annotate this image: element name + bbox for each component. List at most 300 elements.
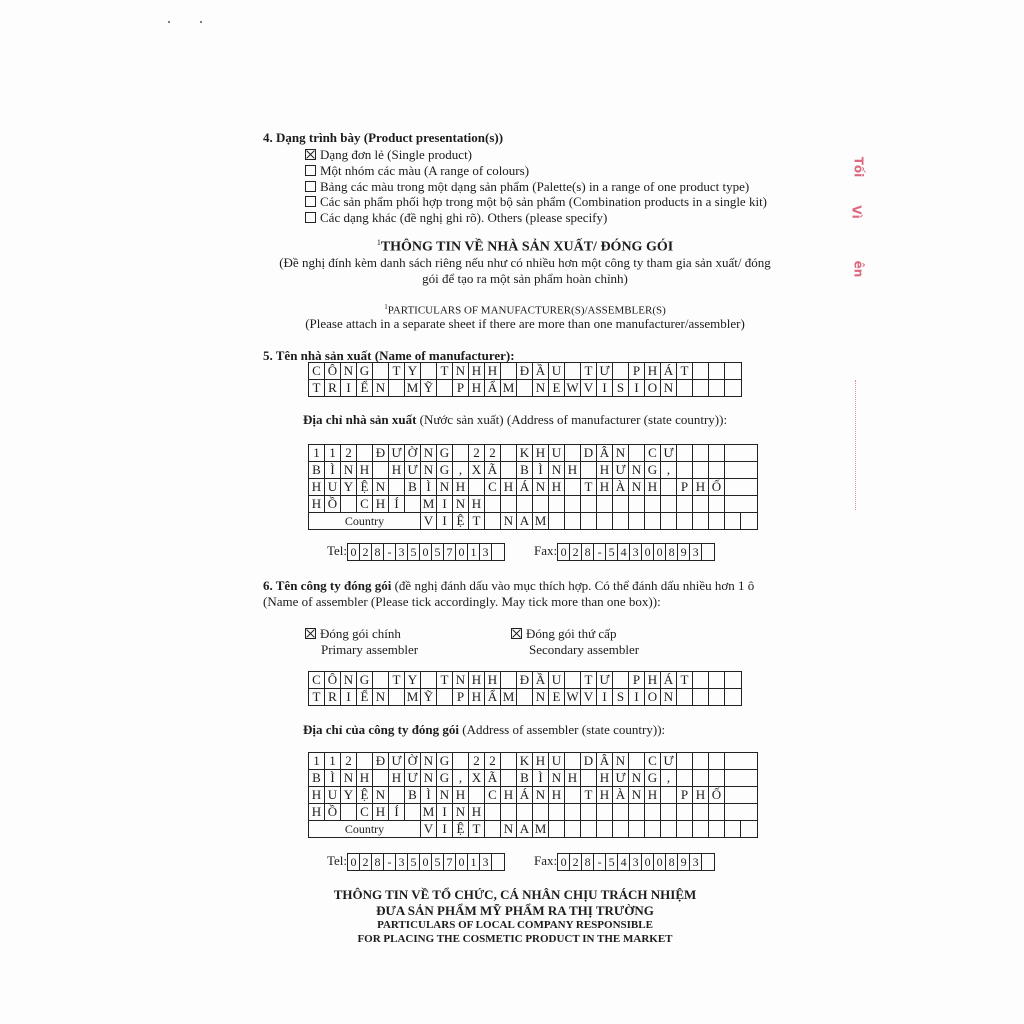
grid-cell: [389, 479, 405, 495]
grid-cell: À: [613, 787, 629, 803]
grid-cell: I: [341, 380, 357, 396]
presentation-option-label: Các sản phẩm phối hợp trong một bộ sản phẩm (Combination products in a single kit): [320, 194, 768, 210]
grid-cell: N: [629, 787, 645, 803]
grid-cell: [693, 363, 709, 379]
grid-cell: [565, 821, 581, 837]
grid-cell: [709, 753, 725, 769]
grid-cell: ,: [453, 770, 469, 786]
manufacturer-info-title-en: $^1$PARTICULARS OF MANUFACTURER(S)/ASSEMBLER(S): [384, 303, 666, 317]
grid-cell: [661, 496, 677, 512]
presentation-option[interactable]: [305, 179, 749, 195]
grid-cell: U: [549, 363, 565, 379]
grid-row: [309, 479, 757, 496]
digit-cell: 0: [654, 544, 666, 560]
digit-cell: -: [384, 544, 396, 560]
grid-cell: Ì: [325, 462, 341, 478]
grid-cell: [565, 363, 581, 379]
grid-cell: I: [437, 821, 453, 837]
grid-cell: 1: [325, 753, 341, 769]
grid-cell: N: [453, 804, 469, 820]
grid-cell: Ã: [485, 462, 501, 478]
digit-cell: 2: [570, 544, 582, 560]
grid-cell: [549, 513, 565, 529]
grid-cell: [725, 445, 741, 461]
grid-cell: [517, 496, 533, 512]
grid-cell: G: [357, 363, 373, 379]
grid-cell: T: [309, 689, 325, 705]
grid-cell: H: [453, 787, 469, 803]
grid-cell: Ờ: [405, 445, 421, 461]
grid-row: [309, 753, 757, 770]
grid-cell: [469, 479, 485, 495]
manufacturer-name-grid: [308, 362, 742, 397]
grid-cell: H: [645, 363, 661, 379]
grid-cell: [613, 804, 629, 820]
grid-cell: [485, 821, 501, 837]
grid-cell: [693, 462, 709, 478]
grid-cell: [453, 445, 469, 461]
grid-cell: [677, 445, 693, 461]
digit-cell: 5: [432, 544, 444, 560]
presentation-checkbox[interactable]: [305, 181, 316, 192]
grid-cell: Ô: [325, 672, 341, 688]
digit-cell: 3: [690, 544, 702, 560]
presentation-checkbox[interactable]: [305, 149, 316, 160]
scan-speck: [168, 21, 170, 23]
grid-cell: [501, 462, 517, 478]
grid-cell: N: [661, 689, 677, 705]
grid-cell: [645, 513, 661, 529]
grid-cell: À: [613, 479, 629, 495]
grid-cell: [565, 753, 581, 769]
grid-cell: [677, 753, 693, 769]
grid-cell: [581, 513, 597, 529]
grid-cell: 2: [469, 753, 485, 769]
digit-cell: 3: [396, 854, 408, 870]
digit-cell: 9: [678, 544, 690, 560]
grid-cell: H: [485, 672, 501, 688]
grid-cell: [677, 770, 693, 786]
grid-cell: [485, 513, 501, 529]
grid-cell: [645, 821, 661, 837]
grid-cell: Ì: [421, 787, 437, 803]
secondary-assembler-checkbox[interactable]: [511, 628, 522, 639]
grid-cell: [405, 496, 421, 512]
grid-cell: Ồ: [325, 804, 341, 820]
grid-row: [309, 445, 757, 462]
grid-cell: [405, 804, 421, 820]
grid-cell: E: [549, 380, 565, 396]
grid-cell: N: [613, 445, 629, 461]
grid-cell: P: [453, 380, 469, 396]
grid-cell: B: [517, 462, 533, 478]
digit-cell: 0: [420, 544, 432, 560]
grid-cell: [709, 445, 725, 461]
grid-cell: T: [581, 672, 597, 688]
grid-cell: 1: [309, 445, 325, 461]
grid-cell: [373, 770, 389, 786]
presentation-checkbox[interactable]: [305, 212, 316, 223]
grid-cell: Ư: [389, 753, 405, 769]
grid-cell: [357, 753, 373, 769]
grid-cell: [517, 380, 533, 396]
grid-cell: [741, 821, 757, 837]
grid-cell: V: [581, 380, 597, 396]
grid-cell: M: [421, 804, 437, 820]
digit-cell: 4: [618, 854, 630, 870]
grid-cell: I: [437, 804, 453, 820]
grid-cell: K: [517, 445, 533, 461]
grid-cell: [389, 689, 405, 705]
grid-cell: Ư: [661, 753, 677, 769]
grid-cell: [565, 445, 581, 461]
grid-cell: U: [549, 445, 565, 461]
grid-cell: I: [437, 513, 453, 529]
grid-cell: [709, 513, 725, 529]
grid-cell: H: [597, 787, 613, 803]
grid-cell: [677, 804, 693, 820]
grid-cell: [725, 753, 741, 769]
grid-cell: N: [373, 689, 389, 705]
grid-cell: Ẩ: [485, 689, 501, 705]
grid-cell: N: [629, 770, 645, 786]
grid-cell: [725, 380, 741, 396]
digit-cell: -: [384, 854, 396, 870]
grid-cell: H: [597, 479, 613, 495]
grid-cell: H: [645, 479, 661, 495]
grid-cell: H: [389, 462, 405, 478]
grid-cell: [581, 770, 597, 786]
grid-cell: [501, 363, 517, 379]
grid-cell: [741, 513, 757, 529]
grid-cell: G: [645, 462, 661, 478]
grid-cell: G: [437, 445, 453, 461]
presentation-option-label: Dạng đơn lẻ (Single product): [320, 147, 473, 162]
presentation-option[interactable]: [305, 163, 529, 179]
primary-assembler-option[interactable]: Đóng gói chính: [305, 626, 401, 642]
digit-cell: 9: [678, 854, 690, 870]
digit-cell: 0: [642, 854, 654, 870]
grid-cell: Í: [389, 804, 405, 820]
grid-cell: Đ: [517, 363, 533, 379]
grid-cell: 2: [341, 445, 357, 461]
manufacturer-address-grid: [308, 444, 758, 530]
grid-cell: H: [469, 672, 485, 688]
grid-cell: G: [437, 462, 453, 478]
grid-cell: 1: [309, 753, 325, 769]
grid-cell: B: [309, 770, 325, 786]
grid-cell: I: [629, 689, 645, 705]
grid-cell: T: [437, 363, 453, 379]
manufacturer-address-label: Địa chỉ nhà sản xuất (Nước sản xuất) (Address of manufacturer (state country)):: [303, 412, 728, 427]
presentation-option-label: Một nhóm các màu (A range of colours): [320, 162, 530, 178]
grid-cell: T: [677, 363, 693, 379]
grid-cell: H: [309, 496, 325, 512]
grid-cell: [613, 513, 629, 529]
digit-cell: 0: [654, 854, 666, 870]
grid-cell: G: [357, 672, 373, 688]
grid-cell: Đ: [373, 753, 389, 769]
section4-heading: 4. Dạng trình bày (Product presentation(s)): [263, 130, 504, 145]
responsible-title-en-1: PARTICULARS OF LOCAL COMPANY RESPONSIBLE: [377, 919, 653, 931]
manufacturer-info-note-vi-2: gói để tạo ra một sản phẩm hoàn chỉnh): [422, 271, 628, 286]
grid-cell: [501, 804, 517, 820]
grid-cell: [373, 672, 389, 688]
grid-cell: [501, 496, 517, 512]
grid-cell: 1: [325, 445, 341, 461]
digit-cell: 0: [348, 854, 360, 870]
presentation-checkbox[interactable]: [305, 165, 316, 176]
grid-cell: U: [325, 787, 341, 803]
grid-cell: Ì: [325, 770, 341, 786]
manufacturer-fax: Fax: 0 2 8 - 5 4 3 0 0 8 9 3: [534, 543, 715, 561]
grid-cell: Ầ: [533, 672, 549, 688]
grid-cell: [453, 753, 469, 769]
grid-cell: [581, 462, 597, 478]
grid-cell: [661, 821, 677, 837]
grid-cell: Ư: [597, 363, 613, 379]
grid-cell: [389, 787, 405, 803]
grid-cell: [533, 496, 549, 512]
grid-cell: C: [309, 363, 325, 379]
grid-cell: [581, 496, 597, 512]
grid-cell: T: [469, 821, 485, 837]
digit-cell: [492, 544, 504, 560]
digit-cell: 3: [690, 854, 702, 870]
grid-cell: [613, 821, 629, 837]
grid-cell: I: [597, 689, 613, 705]
grid-cell: H: [501, 787, 517, 803]
grid-row: [309, 462, 757, 479]
section6-heading-en: (Name of assembler (Please tick accordingly. May tick more than one box)):: [263, 594, 661, 609]
assembler-address-grid: [308, 752, 758, 838]
digit-cell: 0: [642, 544, 654, 560]
grid-cell: [469, 787, 485, 803]
grid-cell: G: [645, 770, 661, 786]
grid-cell: [709, 804, 725, 820]
grid-cell: Ờ: [405, 753, 421, 769]
grid-cell: H: [501, 479, 517, 495]
grid-cell: [725, 804, 741, 820]
grid-cell: T: [437, 672, 453, 688]
grid-cell: [565, 804, 581, 820]
grid-cell: [517, 804, 533, 820]
grid-cell: H: [597, 770, 613, 786]
grid-cell: C: [645, 445, 661, 461]
digit-cell: 0: [348, 544, 360, 560]
grid-cell: [709, 689, 725, 705]
grid-cell: T: [469, 513, 485, 529]
grid-cell: [725, 672, 741, 688]
grid-cell: Ể: [357, 380, 373, 396]
grid-cell: [565, 479, 581, 495]
grid-row: [309, 496, 757, 513]
grid-cell: Ỹ: [421, 689, 437, 705]
grid-cell: [693, 513, 709, 529]
digit-cell: [702, 544, 714, 560]
digit-cell: [492, 854, 504, 870]
responsible-title-en-2: FOR PLACING THE COSMETIC PRODUCT IN THE MARKET: [357, 933, 673, 945]
presentation-checkbox[interactable]: [305, 196, 316, 207]
grid-cell: 2: [469, 445, 485, 461]
grid-cell: [661, 804, 677, 820]
assembler-name-grid: [308, 671, 742, 706]
grid-cell: N: [533, 787, 549, 803]
grid-cell: N: [533, 380, 549, 396]
secondary-assembler-option[interactable]: Đóng gói thứ cấp: [511, 626, 616, 642]
grid-cell: H: [597, 462, 613, 478]
grid-cell: [677, 513, 693, 529]
grid-cell: [725, 462, 741, 478]
grid-cell: [629, 753, 645, 769]
digit-cell: 7: [444, 854, 456, 870]
digit-cell: 5: [408, 854, 420, 870]
grid-cell: N: [453, 672, 469, 688]
grid-cell: S: [613, 689, 629, 705]
grid-cell: [437, 380, 453, 396]
grid-cell: [389, 380, 405, 396]
grid-cell: O: [645, 689, 661, 705]
grid-cell: [629, 445, 645, 461]
grid-cell: R: [325, 380, 341, 396]
grid-cell: H: [309, 479, 325, 495]
country-label: Country: [309, 513, 421, 529]
grid-cell: [501, 753, 517, 769]
grid-cell: Ư: [389, 445, 405, 461]
grid-cell: [661, 479, 677, 495]
grid-cell: [725, 363, 741, 379]
grid-cell: H: [485, 363, 501, 379]
grid-cell: [661, 513, 677, 529]
grid-row: [309, 363, 741, 380]
grid-cell: G: [437, 770, 453, 786]
grid-cell: G: [437, 753, 453, 769]
grid-cell: Á: [517, 787, 533, 803]
grid-cell: Y: [405, 363, 421, 379]
tel-boxes: [347, 543, 505, 561]
digit-cell: 5: [606, 544, 618, 560]
grid-cell: M: [533, 821, 549, 837]
grid-cell: H: [309, 804, 325, 820]
digit-cell: -: [594, 854, 606, 870]
grid-cell: [677, 462, 693, 478]
grid-cell: I: [597, 380, 613, 396]
presentation-option[interactable]: [305, 194, 767, 210]
stamp-trace: [855, 380, 861, 510]
primary-assembler-checkbox[interactable]: [305, 628, 316, 639]
grid-cell: M: [501, 380, 517, 396]
grid-cell: I: [437, 496, 453, 512]
grid-row: [309, 787, 757, 804]
grid-cell: [565, 672, 581, 688]
grid-cell: ,: [661, 462, 677, 478]
digit-cell: -: [594, 544, 606, 560]
digit-cell: [702, 854, 714, 870]
grid-cell: B: [405, 479, 421, 495]
grid-cell: U: [325, 479, 341, 495]
grid-cell: O: [645, 380, 661, 396]
grid-cell: [341, 804, 357, 820]
grid-cell: P: [677, 479, 693, 495]
grid-cell: [565, 787, 581, 803]
grid-cell: [341, 496, 357, 512]
grid-cell: C: [357, 496, 373, 512]
grid-cell: [501, 672, 517, 688]
grid-cell: I: [629, 380, 645, 396]
digit-cell: 8: [666, 544, 678, 560]
grid-cell: N: [341, 462, 357, 478]
country-label: Country: [309, 821, 421, 837]
country-row: [309, 513, 757, 530]
stamp-mark: Tối: [851, 156, 866, 178]
digit-cell: 1: [468, 544, 480, 560]
grid-cell: [437, 689, 453, 705]
grid-cell: Á: [661, 363, 677, 379]
grid-cell: N: [437, 787, 453, 803]
digit-cell: 8: [372, 544, 384, 560]
assembler-address-label: Địa chỉ của công ty đóng gói (Address of assembler (state country)):: [303, 722, 666, 737]
grid-cell: [709, 380, 725, 396]
digit-cell: 7: [444, 544, 456, 560]
grid-cell: Ồ: [325, 496, 341, 512]
grid-cell: R: [325, 689, 341, 705]
grid-cell: N: [421, 753, 437, 769]
grid-row: [309, 672, 741, 689]
grid-cell: N: [533, 689, 549, 705]
grid-cell: H: [373, 496, 389, 512]
section5-heading: 5. Tên nhà sản xuất (Name of manufacturer):: [263, 348, 515, 363]
grid-cell: Í: [389, 496, 405, 512]
grid-cell: V: [581, 689, 597, 705]
grid-cell: [549, 804, 565, 820]
grid-cell: D: [581, 445, 597, 461]
grid-cell: Ệ: [453, 821, 469, 837]
grid-cell: Ì: [421, 479, 437, 495]
digit-cell: 5: [408, 544, 420, 560]
digit-cell: 0: [420, 854, 432, 870]
presentation-option[interactable]: [305, 147, 472, 163]
grid-cell: A: [517, 513, 533, 529]
grid-cell: Ệ: [357, 787, 373, 803]
grid-cell: [549, 821, 565, 837]
grid-cell: Ỹ: [421, 380, 437, 396]
grid-cell: Ệ: [453, 513, 469, 529]
country-row: [309, 821, 757, 838]
grid-cell: Ể: [357, 689, 373, 705]
digit-cell: 3: [480, 544, 492, 560]
grid-cell: B: [405, 787, 421, 803]
tel-boxes: [347, 853, 505, 871]
digit-cell: 8: [372, 854, 384, 870]
grid-cell: H: [469, 689, 485, 705]
grid-cell: T: [581, 363, 597, 379]
grid-row: [309, 770, 757, 787]
digit-cell: 3: [480, 854, 492, 870]
grid-cell: E: [549, 689, 565, 705]
grid-cell: [693, 753, 709, 769]
grid-cell: H: [357, 770, 373, 786]
grid-cell: H: [309, 787, 325, 803]
grid-cell: [725, 496, 741, 512]
grid-cell: [725, 479, 741, 495]
presentation-option[interactable]: [305, 210, 607, 226]
grid-cell: H: [453, 479, 469, 495]
digit-cell: 0: [558, 854, 570, 870]
grid-cell: N: [373, 479, 389, 495]
grid-cell: [597, 496, 613, 512]
manufacturer-info-title: $^1$THÔNG TIN VỀ NHÀ SẢN XUẤT/ ĐÓNG GÓI: [376, 238, 674, 255]
grid-cell: M: [421, 496, 437, 512]
